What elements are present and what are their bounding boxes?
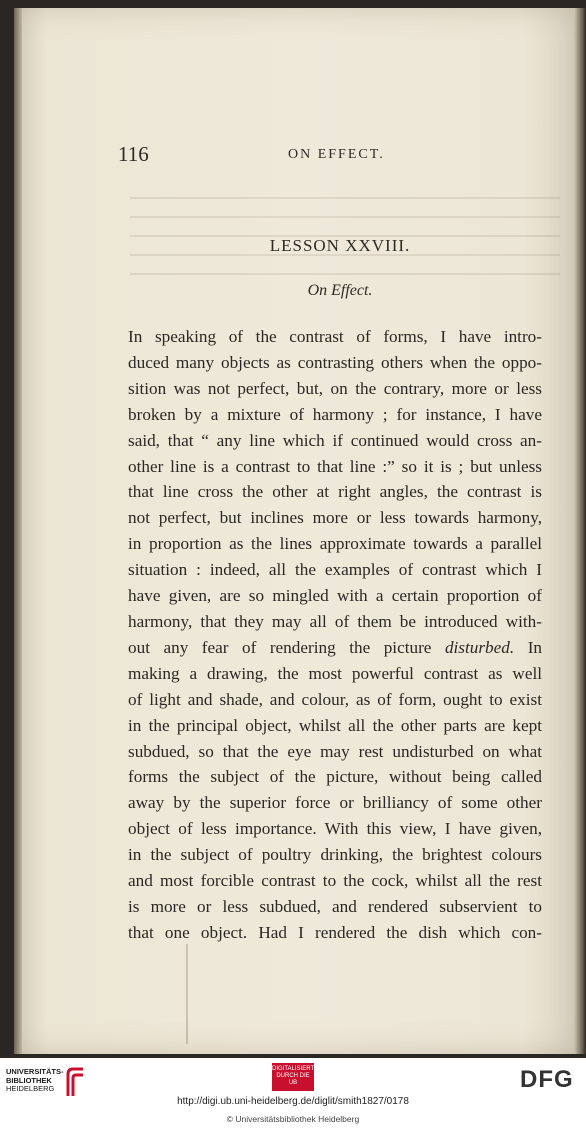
text-line: object of less importance. With this view, I have given, xyxy=(128,819,542,839)
university-library-logo[interactable] xyxy=(6,1066,98,1100)
text-line: that one object. Had I rendered the dish which con- xyxy=(128,922,542,942)
text-line: duced many objects as contrasting others when the oppo- xyxy=(128,352,542,372)
text-line: harmony, that they may all of them be introduced with- xyxy=(128,611,542,631)
text-line: other line is a contrast to that line :” so it is ; but unless xyxy=(128,456,542,476)
text-line: in proportion as the lines approximate towards a parallel xyxy=(128,534,542,554)
running-title: ON EFFECT. xyxy=(288,147,385,162)
text-line: not perfect, but inclines more or less towards harmony, xyxy=(128,508,542,528)
text-line: situation : indeed, all the examples of contrast which I xyxy=(128,560,542,580)
text-line: have given, are so mingled with a certain proportion of xyxy=(128,586,542,606)
text-line: in the subject of poultry drinking, the brightest colours xyxy=(128,845,542,865)
text-line: of light and shade, and colour, as of form, ought to exist xyxy=(128,689,542,709)
text-line: and most forcible contrast to the cock, whilst all the rest xyxy=(128,871,542,891)
library-emblem-icon xyxy=(64,1066,86,1098)
dfg-logo[interactable]: DFG xyxy=(520,1066,574,1093)
page-gutter xyxy=(14,8,22,1054)
library-city: HEIDELBERG xyxy=(6,1084,55,1093)
text-line: broken by a mixture of harmony ; for instance, I have xyxy=(128,404,542,424)
library-name: UNIVERSITÄTS- BIBLIOTHEK xyxy=(6,1067,64,1085)
text-segment: out any fear of rendering the picture xyxy=(128,637,432,657)
lesson-title: LESSON XXVIII. xyxy=(269,236,411,255)
source-url[interactable]: http://digi.ub.uni-heidelberg.de/diglit/smith1827/0178 xyxy=(177,1096,409,1107)
copyright-notice: © Universitätsbibliothek Heidelberg xyxy=(226,1114,360,1124)
page-header xyxy=(118,142,558,166)
text-line: forms the subject of the picture, without being called xyxy=(128,767,542,787)
text-segment: In xyxy=(527,637,543,657)
text-line-with-emphasis xyxy=(128,635,542,661)
text-line: subdued, so that the eye may rest undisturbed on what xyxy=(128,741,542,761)
body-text xyxy=(128,324,542,946)
page-edge xyxy=(574,8,586,1054)
text-line: in the principal object, whilst all the other parts are kept xyxy=(128,715,542,735)
digitization-stamp: DIGITALISIERT DURCH DIE UB xyxy=(272,1063,314,1091)
text-line: is more or less subdued, and rendered subservient to xyxy=(128,896,542,916)
page-number: 116 xyxy=(118,142,149,166)
text-line: away by the superior force or brilliancy of some other xyxy=(128,793,542,813)
margin-mark xyxy=(186,944,188,1044)
text-line: In speaking of the contrast of forms, I have intro- xyxy=(128,327,542,346)
lesson-subtitle: On Effect. xyxy=(307,282,373,299)
text-line: sition was not perfect, but, on the contrary, more or less xyxy=(128,378,542,398)
emphasized-word: disturbed. xyxy=(444,637,515,657)
page-footer xyxy=(0,1058,586,1130)
text-line: that line cross the other at right angles, the contrast is xyxy=(128,482,542,502)
text-line: making a drawing, the most powerful contrast as well xyxy=(128,663,542,683)
text-line: said, that “ any line which if continued would cross an- xyxy=(128,430,542,450)
